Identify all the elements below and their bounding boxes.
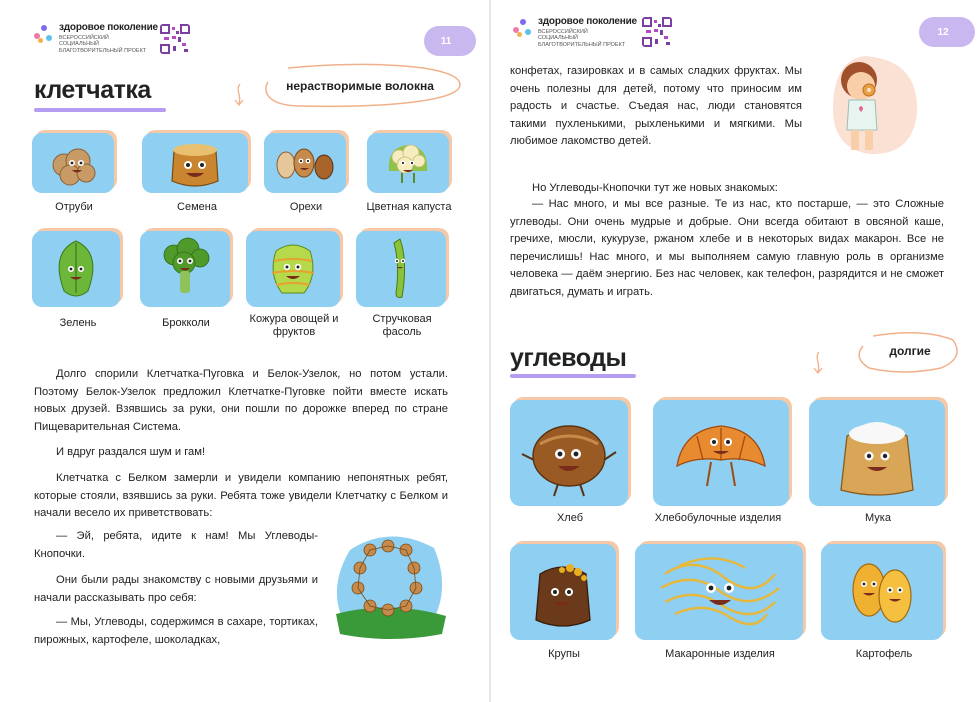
pasta-character-icon	[635, 544, 803, 640]
food-card	[246, 231, 342, 341]
croissant-character-icon	[653, 400, 789, 506]
title-underline	[34, 108, 166, 112]
carb-buttons-illustration	[330, 530, 448, 640]
left-page	[0, 0, 489, 702]
card-label: Стручковая фасоль	[372, 313, 432, 338]
food-card	[357, 133, 461, 218]
girl-eating-donut-illustration	[825, 52, 921, 160]
food-card	[510, 400, 630, 530]
card-label: Кожура овощей и фруктов	[249, 313, 339, 338]
bran-character-icon	[32, 133, 114, 193]
brand-tagline: ВСЕРОССИЙСКИЙ СОЦИАЛЬНЫЙ БЛАГОТВОРИТЕЛЬНЫЙ ПРОЕКТ	[59, 35, 147, 54]
card-label: Орехи	[289, 201, 323, 213]
qr-code[interactable]	[160, 24, 190, 54]
paragraph: Клетчатка с Белком замерли и увидели компанию непонятных ребят, которые стояли, взявшись за руки. Ребята тоже увидели Клетчатку с Белком и начали весело их приветствовать:	[34, 472, 448, 519]
food-card	[821, 544, 947, 674]
card-label: Цветная капуста	[366, 201, 452, 213]
food-card	[32, 133, 116, 218]
food-card	[264, 133, 348, 218]
card-label: Семена	[177, 201, 217, 213]
groats-character-icon	[510, 544, 616, 640]
paragraph: — Эй, ребята, идите к нам! Мы Углеводы-Кнопочки.	[34, 530, 318, 560]
paragraph: конфетах, газировках и в самых сладких фруктах. Мы очень полезны для детей, потому что приносим им радость и счастье. Съедая нас, люди становятся такими пухленькими, рыхленькими и мягкими. Мы любимое лакомство детей.	[510, 65, 802, 147]
card-label: Зелень	[59, 317, 97, 329]
card-label: Хлебобулочные изделия	[654, 512, 782, 524]
page-number: 11	[424, 26, 476, 56]
nuts-character-icon	[264, 133, 346, 193]
paragraph: И вдруг раздался шум и гам!	[56, 446, 206, 458]
logo-icon	[34, 23, 54, 45]
brand-name: здоровое поколение	[59, 22, 158, 33]
greens-character-icon	[32, 231, 120, 307]
food-card	[635, 544, 805, 674]
bread-character-icon	[510, 400, 628, 506]
brand-logo	[513, 17, 637, 48]
card-label: Мука	[865, 512, 891, 524]
card-label: Брокколи	[162, 317, 210, 329]
food-card	[140, 231, 232, 329]
page-number: 12	[919, 17, 975, 47]
card-label: Картофель	[855, 648, 913, 660]
paragraph: — Мы, Углеводы, содержимся в сахаре, тортиках, пирожных, картофеле, шоколадках,	[34, 616, 318, 646]
potato-character-icon	[821, 544, 943, 640]
card-label: Хлеб	[556, 512, 584, 524]
section-title: углеводы	[510, 344, 627, 372]
brand-logo	[34, 23, 158, 54]
brand-name: здоровое поколение	[538, 16, 637, 27]
green-bean-character-icon	[356, 231, 446, 307]
card-label: Крупы	[548, 648, 580, 660]
title-underline	[510, 374, 636, 378]
food-card	[641, 400, 795, 530]
seeds-character-icon	[142, 133, 248, 193]
card-label: Отруби	[55, 201, 93, 213]
arrow-down-icon	[811, 350, 825, 376]
paragraph: Но Углеводы-Кнопочки тут же новых знакомых:	[532, 182, 778, 194]
paragraph: Долго спорили Клетчатка-Пуговка и Белок-Узелок, но потом устали. Поэтому Белок-Узелок предложил Клетчатке-Пуговке пойти вместе искать новых друзей. Взявшись за руки, они пошли по дорожке вперед по стране Пищеварительная Система.	[34, 368, 448, 433]
paragraph: — Нас много, и мы все разные. Те из нас, кто постарше, — это Сложные углеводы. Они очень мудрые и добрые. Они всегда обитают в овсяной каше, гречихе, мюсли, кукурузе, ржаном хлебе и в некоторых видах макарон. Все не перечислишь! Нас много, и мы выполняем самую главную роль в организме человека — даём энергию. Без нас человек, как телефон, разрядится и не сможет двигаться, думать и играть.	[510, 198, 944, 298]
tag-pill: нерастворимые волокна	[286, 79, 434, 93]
food-card	[809, 400, 947, 530]
flour-sack-character-icon	[809, 400, 945, 506]
brand-tagline: ВСЕРОССИЙСКИЙ СОЦИАЛЬНЫЙ БЛАГОТВОРИТЕЛЬНЫЙ ПРОЕКТ	[538, 29, 626, 48]
logo-icon	[513, 17, 533, 39]
food-card	[356, 231, 448, 341]
food-card	[142, 133, 252, 218]
food-card	[32, 231, 124, 329]
right-page	[491, 0, 980, 702]
tag-pill: долгие	[889, 344, 931, 358]
arrow-down-icon	[232, 82, 246, 108]
qr-code[interactable]	[642, 17, 672, 47]
section-title: клетчатка	[34, 76, 151, 104]
peel-character-icon	[246, 231, 340, 307]
cauliflower-character-icon	[367, 133, 449, 193]
broccoli-character-icon	[140, 231, 230, 307]
food-card	[510, 544, 618, 674]
card-label: Макаронные изделия	[665, 648, 775, 660]
paragraph: Они были рады знакомству с новыми друзьями и начали рассказывать про себя:	[34, 574, 318, 604]
